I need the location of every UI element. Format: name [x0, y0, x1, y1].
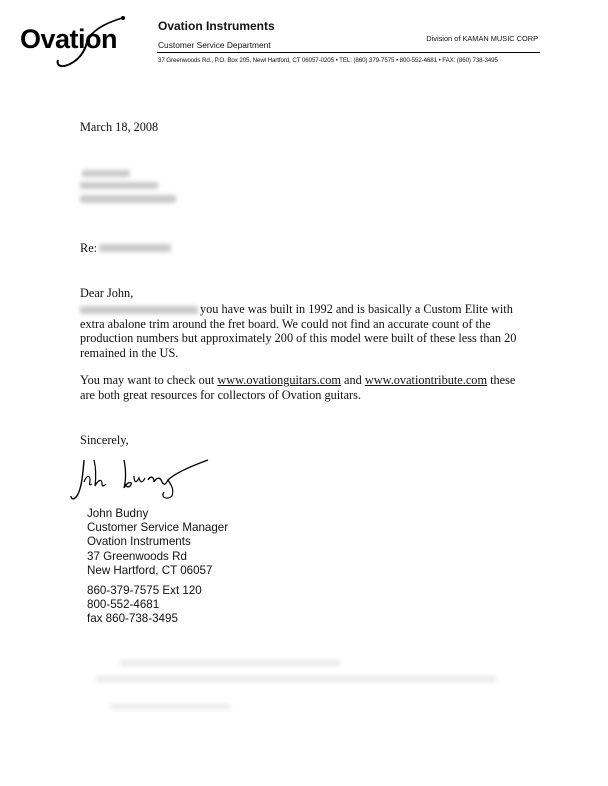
- paragraph-guitar-details: [80, 302, 520, 360]
- link-ovationguitars[interactable]: www.ovationguitars.com: [217, 373, 341, 387]
- paragraph-guitar-text: you have was built in 1992 and is basically a Custom Elite with extra abalone trim around the fret board. We could not find an accurate count of the production numbers but approximately 200 of this model were built of these less than 20 remained in the US.: [80, 302, 517, 360]
- signer-street: 37 Greenwoods Rd: [87, 549, 187, 563]
- redacted-model-name: [80, 306, 198, 314]
- para2-start: You may want to check out: [80, 373, 215, 387]
- scan-artifact: [96, 676, 496, 682]
- letterhead-divider: [157, 52, 540, 53]
- signer-company: Ovation Instruments: [87, 535, 191, 549]
- greeting: Dear John,: [80, 286, 134, 300]
- paragraph-resources: [80, 373, 520, 402]
- contact-numbers: [87, 584, 202, 627]
- toll-free-number: 800-552-4681: [87, 598, 160, 612]
- para2-end: these are both great resources for collectors of Ovation guitars.: [80, 373, 516, 402]
- signer-title: Customer Service Manager: [87, 521, 229, 535]
- letter-date: March 18, 2008: [80, 120, 159, 134]
- redacted-recipient-address: [80, 170, 176, 203]
- company-name: Ovation Instruments: [158, 19, 275, 33]
- letterhead-address: 37 Greenwoods Rd., P.O. Box 205, Newl Hartford, CT 06057-0205 • TEL: (860) 379-7575 • 800-552-4681 • FAX: (860) 738-3495: [158, 57, 498, 64]
- phone-number: 860-379-7575 Ext 120: [87, 584, 202, 597]
- fax-number: fax 860-738-3495: [87, 612, 178, 626]
- signer-name: John Budny: [87, 507, 149, 520]
- handwritten-signature: [68, 452, 218, 504]
- signer-city: New Hartford, CT 06057: [87, 563, 213, 577]
- signature-block: [87, 507, 228, 578]
- brand-wordmark: Ovation: [20, 24, 118, 54]
- department-name: Customer Service Department: [158, 40, 271, 50]
- ovation-logo: [18, 14, 148, 74]
- scan-artifact: [120, 660, 340, 666]
- re-label: Re:: [80, 241, 98, 255]
- redacted-subject: [99, 244, 171, 252]
- closing: Sincerely,: [80, 433, 129, 447]
- para2-mid: and: [344, 373, 362, 387]
- division-text: Division of KAMAN MUSIC CORP: [426, 34, 538, 43]
- scan-artifact: [110, 704, 230, 709]
- link-ovationtribute[interactable]: www.ovationtribute.com: [364, 373, 488, 387]
